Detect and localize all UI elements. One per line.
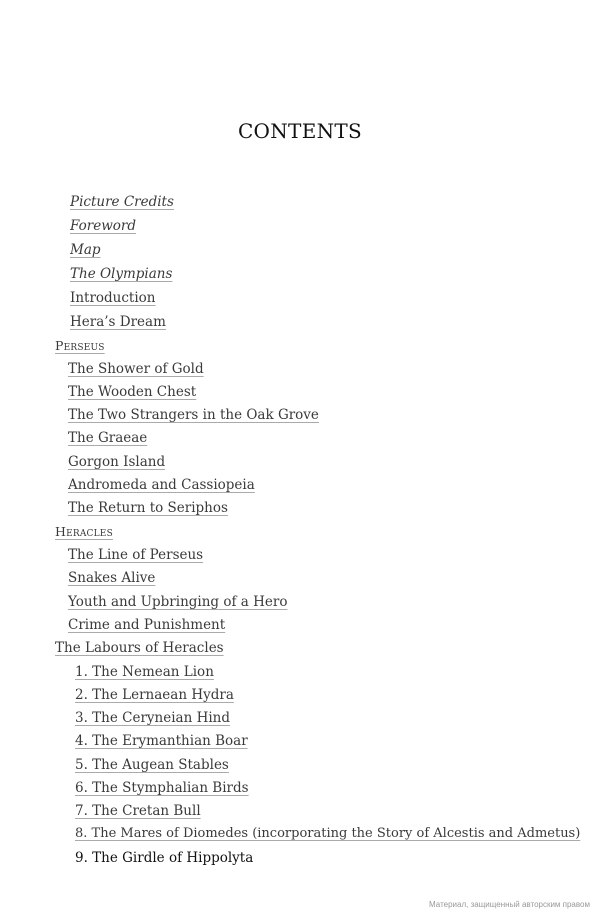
toc-link-foreword[interactable]: Foreword: [70, 218, 136, 234]
toc-link-crime-and-punishment[interactable]: Crime and Punishment: [68, 617, 226, 633]
toc-link-labour-4[interactable]: 4. The Erymanthian Boar: [75, 733, 248, 749]
toc-link-the-shower-of-gold[interactable]: The Shower of Gold: [68, 361, 204, 377]
toc-link-labour-6[interactable]: 6. The Stymphalian Birds: [75, 780, 249, 796]
toc-link-the-olympians[interactable]: The Olympians: [70, 266, 173, 282]
toc-link-introduction[interactable]: Introduction: [70, 290, 156, 306]
toc-link-labour-1[interactable]: 1. The Nemean Lion: [75, 664, 214, 680]
toc-link-the-wooden-chest[interactable]: The Wooden Chest: [68, 384, 197, 400]
toc-link-the-line-of-perseus[interactable]: The Line of Perseus: [68, 547, 204, 563]
toc-link-map[interactable]: Map: [70, 242, 101, 258]
toc-section-labours-of-heracles[interactable]: The Labours of Heracles: [55, 640, 224, 656]
toc-link-youth-and-upbringing[interactable]: Youth and Upbringing of a Hero: [68, 594, 288, 610]
toc-link-andromeda-and-cassiopeia[interactable]: Andromeda and Cassiopeia: [68, 477, 255, 493]
toc-link-labour-5[interactable]: 5. The Augean Stables: [75, 757, 229, 773]
copyright-watermark: Материал, защищенный авторским правом: [429, 900, 590, 909]
toc-link-picture-credits[interactable]: Picture Credits: [70, 194, 174, 210]
toc-section-heracles[interactable]: Heracles: [55, 524, 113, 539]
toc-link-labour-8[interactable]: 8. The Mares of Diomedes (incorporating the Story of Alcestis and Admetus): [75, 826, 581, 841]
toc-link-snakes-alive[interactable]: Snakes Alive: [68, 570, 156, 586]
toc-link-the-two-strangers[interactable]: The Two Strangers in the Oak Grove: [68, 407, 319, 423]
page-title: CONTENTS: [237, 119, 363, 143]
toc-link-the-return-to-seriphos[interactable]: The Return to Seriphos: [68, 500, 228, 516]
toc-link-labour-7[interactable]: 7. The Cretan Bull: [75, 803, 201, 819]
toc-link-labour-9-current[interactable]: 9. The Girdle of Hippolyta: [75, 850, 254, 866]
toc-link-labour-3[interactable]: 3. The Ceryneian Hind: [75, 710, 231, 726]
toc-link-labour-2[interactable]: 2. The Lernaean Hydra: [75, 687, 234, 703]
toc-section-perseus[interactable]: Perseus: [55, 338, 105, 353]
toc-link-gorgon-island[interactable]: Gorgon Island: [68, 454, 166, 470]
toc-link-heras-dream[interactable]: Hera’s Dream: [70, 314, 166, 330]
toc-link-the-graeae[interactable]: The Graeae: [68, 430, 148, 446]
